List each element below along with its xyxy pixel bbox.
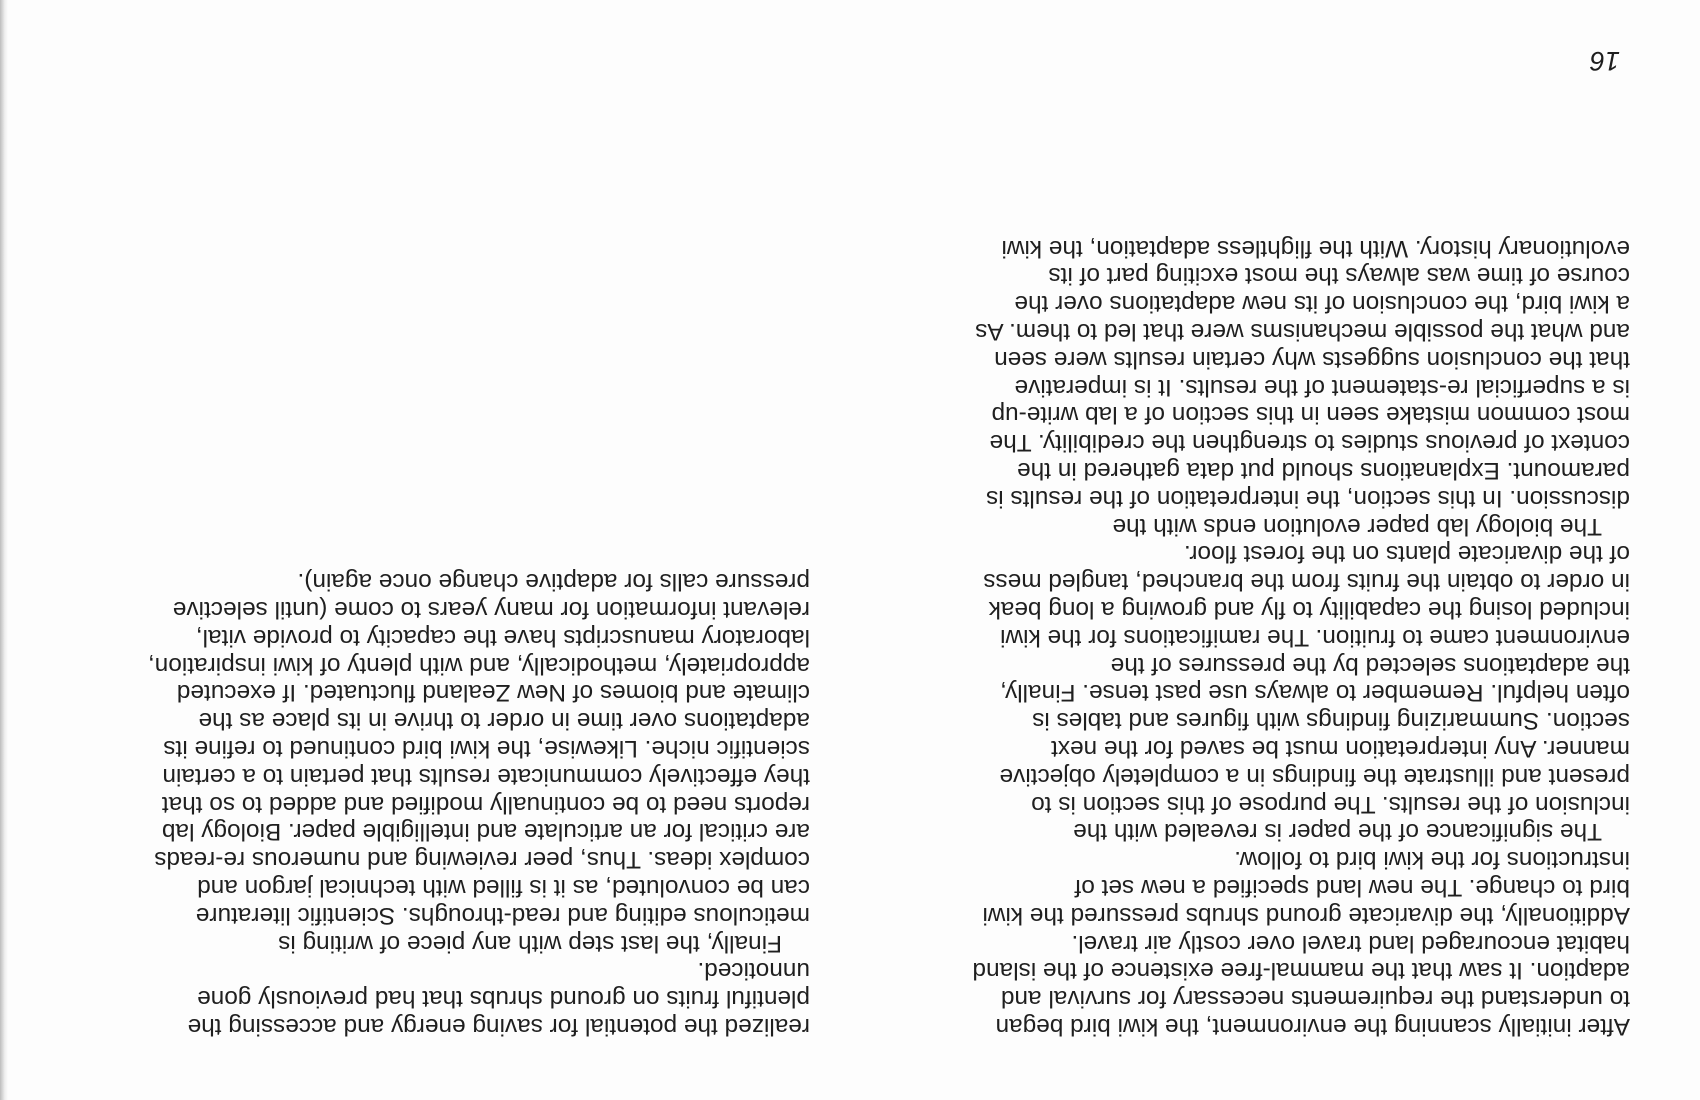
text-line: paramount. Explanations should put data gathered in the — [1017, 457, 1630, 485]
text-line: inclusion of the results. The purpose of this section is to — [1031, 790, 1630, 818]
text-line: section. Summarizing findings with figures and tables is — [1032, 707, 1630, 735]
paragraph — [68, 957, 810, 1040]
text-line: bird to change. The new land specified a new set of — [1074, 874, 1630, 902]
text-line: evolutionary history. With the flightless adaptation, the kiwi — [1001, 234, 1630, 262]
text-line: present and illustrate the findings in a completely objective — [999, 762, 1630, 790]
text-line: is a superficial re-statement of the results. It is imperative — [1014, 373, 1630, 401]
text-line: environment came to fruition. The ramifications for the kiwi — [1000, 623, 1630, 651]
left-text-column — [888, 234, 1630, 1040]
text-line: scientific niche. Likewise, the kiwi bird continued to refine its — [163, 735, 810, 763]
text-line: instructions for the kiwi bird to follow. — [1234, 846, 1630, 874]
text-line: Additionally, the divaricate ground shrubs pressured the kiwi — [982, 901, 1630, 929]
paragraph — [68, 567, 810, 956]
text-line: realized the potential for saving energy and accessing the — [187, 1013, 810, 1040]
text-line: course of time was always the most exciting part of its — [1048, 262, 1630, 290]
text-line: appropriately, methodically, and with plenty of kiwi inspiration, — [147, 651, 810, 679]
text-line: After initially scanning the environment, the kiwi bird began — [995, 1013, 1630, 1040]
text-line: discussion. In this section, the interpretation of the results is — [986, 484, 1630, 512]
text-line: climate and biomes of New Zealand fluctuated. If executed — [176, 679, 810, 707]
text-line: included losing the capability to fly and growing a long beak — [988, 596, 1630, 624]
text-line: adaptations over time in order to thrive in its place as the — [198, 707, 810, 735]
text-line: most common mistake seen in this section of a lab write-up — [991, 401, 1630, 429]
page-number: 16 — [1589, 46, 1620, 76]
paragraph — [888, 845, 1630, 1040]
text-line: a kiwi bird, the conclusion of its new adaptations over the — [1014, 290, 1630, 318]
text-line: The biology lab paper evolution ends with the — [1112, 512, 1602, 540]
text-line: they effectively communicate results that pertain to a certain — [162, 762, 810, 790]
text-line: unnoticed. — [697, 957, 810, 985]
binding-gutter-shadow — [0, 0, 8, 1100]
text-line: complex ideas. Thus, peer reviewing and numerous re-reads — [154, 846, 810, 874]
paragraph — [888, 540, 1630, 846]
text-line: to understand the requirements necessary for survival and — [1000, 985, 1630, 1013]
text-line: relevant information for many years to come (until selective — [172, 596, 810, 624]
text-line: that the conclusion suggests why certain results were seen — [994, 345, 1630, 373]
text-line: of the divaricate plants on the forest floor. — [1183, 540, 1630, 568]
text-line: can be convoluted, as it is filled with technical jargon and — [197, 874, 810, 902]
text-line: The significance of the paper is revealed with the — [1073, 818, 1602, 846]
text-line: laboratory manuscripts have the capacity to provide vital, — [195, 623, 810, 651]
text-line: manner. Any interpretation must be saved for the next — [1051, 735, 1630, 763]
paragraph — [888, 234, 1630, 540]
text-line: in order to obtain the fruits from the branched, tangled mess — [983, 568, 1630, 596]
text-line: pressure calls for adaptive change once again). — [297, 568, 810, 596]
text-line: plentiful fruits on ground shrubs that had previously gone — [197, 985, 810, 1013]
text-line: adaption. It saw that the mammal-free existence of the island — [972, 957, 1630, 985]
text-line: reports need to be continually modified and added to so that — [161, 790, 810, 818]
text-line: often helpful. Remember to always use past tense. Finally, — [1000, 679, 1630, 707]
text-line: the adaptations selected by the pressures of the — [1110, 651, 1630, 679]
text-line: context of previous studies to strengthen the credibility. The — [989, 429, 1630, 457]
text-line: and what the possible mechanisms were that led to them. As — [975, 318, 1630, 346]
text-line: are critical for an articulate and intelligible paper. Biology lab — [161, 818, 810, 846]
text-line: habitat encouraged land travel over costly air travel. — [1071, 929, 1630, 957]
text-line: Finally, the last step with any piece of writing is — [278, 929, 782, 957]
right-text-column — [68, 567, 810, 1040]
text-line: meticulous editing and read-throughs. Scientific literature — [195, 901, 810, 929]
